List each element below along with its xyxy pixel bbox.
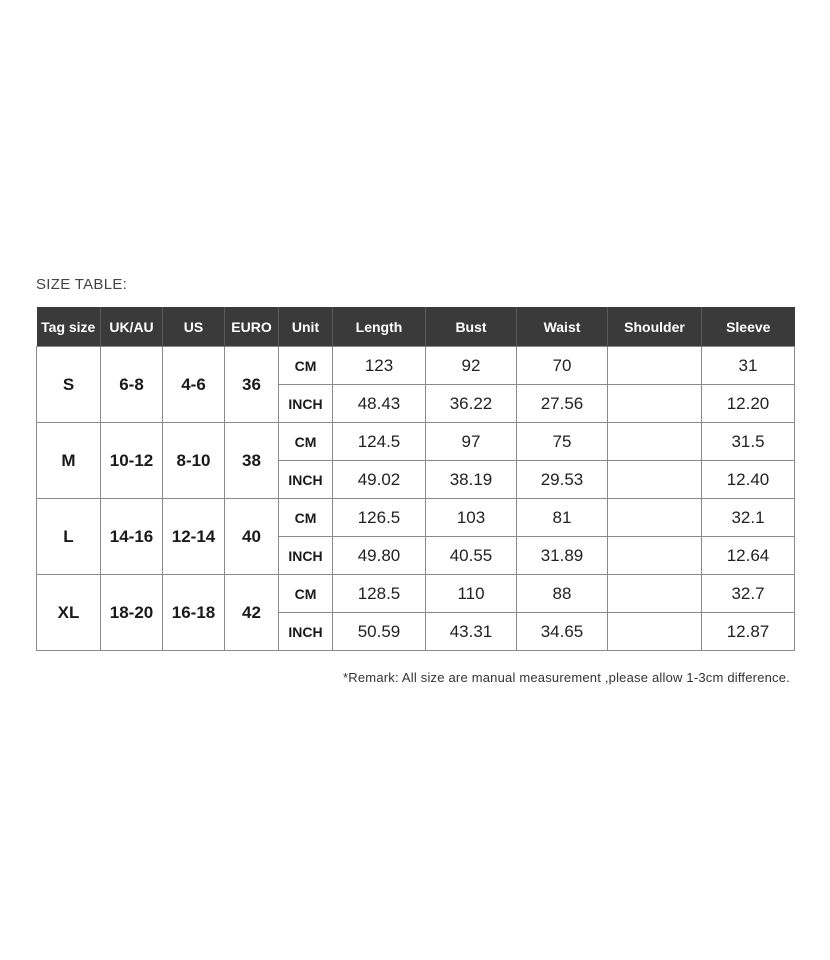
sleeve-cell: 32.1 (702, 499, 795, 537)
us-cell: 12-14 (163, 499, 225, 575)
bust-cell: 103 (426, 499, 517, 537)
length-cell: 128.5 (333, 575, 426, 613)
sleeve-cell: 32.7 (702, 575, 795, 613)
sleeve-cell: 12.87 (702, 613, 795, 651)
sleeve-cell: 31.5 (702, 423, 795, 461)
shoulder-cell (608, 461, 702, 499)
euro-cell: 38 (225, 423, 279, 499)
sleeve-cell: 31 (702, 347, 795, 385)
bust-cell: 43.31 (426, 613, 517, 651)
waist-cell: 34.65 (517, 613, 608, 651)
header-row (37, 307, 795, 347)
table-row (37, 499, 795, 537)
size-table-caption: SIZE TABLE: (36, 276, 128, 293)
unit-cell: CM (279, 499, 333, 537)
tag-size-cell: XL (37, 575, 101, 651)
unit-cell: CM (279, 575, 333, 613)
euro-cell: 42 (225, 575, 279, 651)
tag-size-cell: M (37, 423, 101, 499)
euro-cell: 36 (225, 347, 279, 423)
shoulder-cell (608, 385, 702, 423)
length-cell: 123 (333, 347, 426, 385)
waist-cell: 81 (517, 499, 608, 537)
us-cell: 16-18 (163, 575, 225, 651)
table-row (37, 575, 795, 613)
bust-cell: 38.19 (426, 461, 517, 499)
length-cell: 49.02 (333, 461, 426, 499)
bust-cell: 110 (426, 575, 517, 613)
uk-au-cell: 6-8 (101, 347, 163, 423)
header-sleeve: Sleeve (702, 307, 795, 347)
sleeve-cell: 12.20 (702, 385, 795, 423)
bust-cell: 92 (426, 347, 517, 385)
header-shoulder: Shoulder (608, 307, 702, 347)
bust-cell: 36.22 (426, 385, 517, 423)
bust-cell: 97 (426, 423, 517, 461)
table-row (37, 423, 795, 461)
header-tag-size: Tag size (37, 307, 101, 347)
unit-cell: INCH (279, 461, 333, 499)
shoulder-cell (608, 613, 702, 651)
uk-au-cell: 18-20 (101, 575, 163, 651)
table-row (37, 347, 795, 385)
unit-cell: CM (279, 347, 333, 385)
sleeve-cell: 12.64 (702, 537, 795, 575)
length-cell: 126.5 (333, 499, 426, 537)
unit-cell: CM (279, 423, 333, 461)
length-cell: 49.80 (333, 537, 426, 575)
tag-size-cell: L (37, 499, 101, 575)
waist-cell: 75 (517, 423, 608, 461)
header-waist: Waist (517, 307, 608, 347)
shoulder-cell (608, 575, 702, 613)
waist-cell: 88 (517, 575, 608, 613)
length-cell: 50.59 (333, 613, 426, 651)
unit-cell: INCH (279, 385, 333, 423)
shoulder-cell (608, 537, 702, 575)
header-bust: Bust (426, 307, 517, 347)
us-cell: 8-10 (163, 423, 225, 499)
size-table (36, 307, 795, 651)
waist-cell: 29.53 (517, 461, 608, 499)
waist-cell: 31.89 (517, 537, 608, 575)
euro-cell: 40 (225, 499, 279, 575)
remark-note: *Remark: All size are manual measurement ,please allow 1-3cm difference. (343, 670, 790, 685)
sleeve-cell: 12.40 (702, 461, 795, 499)
tag-size-cell: S (37, 347, 101, 423)
unit-cell: INCH (279, 537, 333, 575)
shoulder-cell (608, 499, 702, 537)
uk-au-cell: 14-16 (101, 499, 163, 575)
waist-cell: 27.56 (517, 385, 608, 423)
header-unit: Unit (279, 307, 333, 347)
header-length: Length (333, 307, 426, 347)
bust-cell: 40.55 (426, 537, 517, 575)
unit-cell: INCH (279, 613, 333, 651)
header-uk-au: UK/AU (101, 307, 163, 347)
shoulder-cell (608, 347, 702, 385)
uk-au-cell: 10-12 (101, 423, 163, 499)
header-us: US (163, 307, 225, 347)
waist-cell: 70 (517, 347, 608, 385)
header-euro: EURO (225, 307, 279, 347)
us-cell: 4-6 (163, 347, 225, 423)
length-cell: 124.5 (333, 423, 426, 461)
length-cell: 48.43 (333, 385, 426, 423)
shoulder-cell (608, 423, 702, 461)
